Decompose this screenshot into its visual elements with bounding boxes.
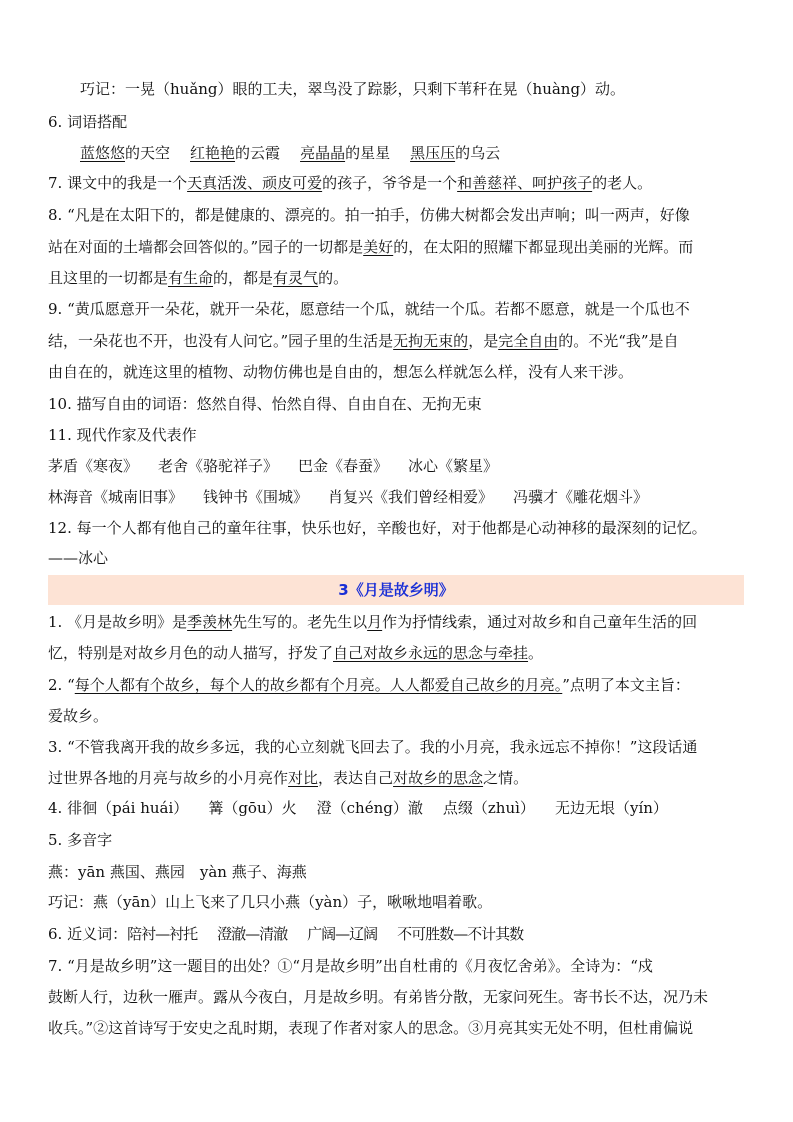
item-8-text-e: 的。 — [318, 269, 349, 287]
s3-item-2-line2: 爱故乡。 — [48, 707, 109, 725]
char-pai: 徘 — [67, 799, 83, 817]
word-pairs — [80, 142, 777, 164]
item-7 — [48, 172, 745, 194]
author-fengjicai: 冯骥才《雕花烟斗》 — [513, 488, 649, 506]
s3-item-1-text-d: 忆，特别是对故乡月色的动人描写，抒发了 — [48, 644, 334, 662]
s3-item-1-text-b: 先生写的。老先生以 — [232, 613, 368, 631]
pinyin-yin: （yín） — [614, 799, 668, 817]
s3-item-1-author: 季羡林 — [187, 613, 233, 631]
s3-item-5-heading: 5. 多音字 — [48, 831, 113, 849]
item-9-line1: 9. “黄瓜愿意开一朵花，就开一朵花，愿意结一个瓜，就结一个瓜。若都不愿意，就是一个瓜也不 — [48, 300, 690, 318]
item-7-underline-a: 天真活泼、顽皮可爱 — [187, 174, 323, 192]
item-12-quote: 12. 每一个人都有他自己的童年往事，快乐也好，辛酸也好，对于他都是心动神移的最深刻的记忆。 — [48, 519, 707, 537]
s3-item-3-underline-a: 对比 — [288, 769, 319, 787]
item-9-line3: 由自在的，就连这里的植物、动物仿佛也是自由的，想怎么样就怎么样，没有人来干涉。 — [48, 363, 634, 381]
item-8-underline-b: 有生命 — [168, 269, 214, 287]
item-7-text-c: 的老人。 — [592, 174, 653, 192]
author-linhaiyin: 林海音《城南旧事》 — [48, 488, 184, 506]
item-9-underline-a: 无拘无束的 — [393, 332, 469, 350]
item-7-text-b: 的孩子，爷爷是一个 — [322, 174, 458, 192]
s3-item-6-label: 6. 近义词： — [48, 925, 128, 943]
author-laoshe: 老舍《骆驼祥子》 — [158, 457, 279, 475]
text-wubianwu: 无边无 — [554, 799, 600, 817]
item-8-text-b: 的，在太阳的照耀下都显现出美丽的光辉。而 — [393, 238, 694, 256]
pinyin-gou: （gōu） — [223, 799, 282, 817]
char-zhui: 缀 — [457, 799, 473, 817]
authors-row-2 — [48, 486, 745, 508]
author-bajin: 巴金《春蚕》 — [298, 457, 389, 475]
item-10: 10. 描写自由的词语：悠然自得、怡然自得、自由自在、无拘无束 — [48, 395, 482, 413]
item-7-text-a: 7. 课文中的我是一个 — [48, 174, 188, 192]
word-liangjingjing: 亮晶晶 — [300, 144, 346, 162]
s3-item-1-line1 — [48, 611, 745, 633]
s3-item-3-underline-b: 对故乡的思念 — [393, 769, 484, 787]
s3-item-4-number: 4. — [48, 799, 63, 817]
item-8-text-a: 站在对面的土墙都会回答似的。”园子的一切都是 — [48, 238, 364, 256]
item-11-heading: 11. 现代作家及代表作 — [48, 426, 197, 444]
s3-item-5-mnemonic: 巧记：燕（yān）山上飞来了几只小燕（yàn）子，啾啾地唱着歌。 — [48, 893, 493, 911]
s3-item-6-synonyms — [48, 923, 745, 945]
item-8-line1: 8. “凡是在太阳下的，都是健康的、漂亮的。拍一拍手，仿佛大树都会发出声响；叫一两声，好像 — [48, 206, 690, 224]
word-lanyouyou: 蓝悠悠 — [80, 144, 126, 162]
mnemonic-huang: 巧记：一晃（huǎng）眼的工夫，翠鸟没了踪影，只剩下苇秆在晃（huàng）动。 — [80, 80, 626, 98]
s3-item-1-moon: 月 — [367, 613, 383, 631]
item-8-underline-a: 美好 — [363, 238, 394, 256]
s3-item-1-text-e: 。 — [528, 644, 544, 662]
word-hongyanyan: 红艳艳 — [190, 144, 236, 162]
s3-item-7-line1: 7. “月是故乡明”这一题目的出处？①“月是故乡明”出自杜甫的《月夜忆舍弟》。全诗为：“戍 — [48, 957, 653, 975]
pinyin-cheng: （chéng） — [331, 799, 408, 817]
author-qianzhongshu: 钱钟书《围城》 — [203, 488, 309, 506]
item-8-line3 — [48, 267, 745, 289]
s3-item-7-line3: 收兵。”②这首诗写于安史之乱时期，表现了作者对家人的思念。③月亮其实无处不明，但杜甫偏说 — [48, 1019, 694, 1037]
s3-item-2-text-a: 2. “ — [48, 676, 75, 694]
synonym-2: 澄澈—清澈 — [217, 925, 288, 943]
s3-item-5-yan: 燕：yān 燕国、燕园 yàn 燕子、海燕 — [48, 863, 307, 881]
s3-item-7-line2: 鼓断人行，边秋一雁声。露从今夜白，月是故乡明。有弟皆分散，无家问死生。寄书长不达，况乃未 — [48, 988, 709, 1006]
s3-item-3-text-c: 之情。 — [483, 769, 529, 787]
item-6-heading: 6. 词语搭配 — [48, 113, 128, 131]
s3-item-1-line2 — [48, 642, 745, 664]
word-xingxing: 的星星 — [345, 144, 391, 162]
item-8-text-c: 且这里的一切都是 — [48, 269, 169, 287]
synonym-4: 不可胜数—不计其数 — [397, 925, 524, 943]
s3-item-2-underline: 每个人都有个故乡，每个人的故乡都有个月亮。人人都爱自己故乡的月亮。 — [74, 676, 563, 694]
s3-item-3-line2 — [48, 767, 745, 789]
s3-item-3-line1: 3. “不管我离开我的故乡多远，我的心立刻就飞回去了。我的小月亮，我永远忘不掉你！”这段话通 — [48, 738, 698, 756]
char-cheng: 澄 — [316, 799, 332, 817]
author-xiaofuxing: 肖复兴《我们曾经相爱》 — [328, 488, 494, 506]
char-huo: 火 — [281, 799, 297, 817]
word-yunxia: 的云霞 — [235, 144, 281, 162]
item-9-underline-b: 完全自由 — [498, 332, 559, 350]
item-8-text-d: 的，都是 — [213, 269, 274, 287]
item-9-text-b: ，是 — [468, 332, 499, 350]
section-title: 3《月是故乡明》 — [338, 581, 454, 599]
word-wuyun: 的乌云 — [455, 144, 501, 162]
char-dian: 点 — [442, 799, 458, 817]
s3-item-4-pinyin — [48, 797, 745, 819]
section-header-bar — [48, 575, 744, 605]
s3-item-2-line1 — [48, 674, 745, 696]
char-gou: 篝 — [208, 799, 224, 817]
item-9-line2 — [48, 330, 745, 352]
item-9-text-c: 的。不光“我”是自 — [558, 332, 679, 350]
item-12-attribution: ——冰心 — [48, 549, 109, 567]
word-tiankong: 的天空 — [125, 144, 171, 162]
author-maodun: 茅盾《寒夜》 — [48, 457, 139, 475]
char-yin: 垠 — [599, 799, 615, 817]
item-8-line2 — [48, 236, 745, 258]
s3-item-3-text-b: ，表达自己 — [318, 769, 394, 787]
pinyin-paihuai: （pái huái） — [97, 799, 189, 817]
s3-item-2-text-b: ”点明了本文主旨： — [562, 676, 690, 694]
synonym-1: 陪衬—衬托 — [127, 925, 198, 943]
authors-row-1 — [48, 455, 745, 477]
pinyin-zhui: （zhuì） — [472, 799, 535, 817]
item-9-text-a: 结，一朵花也不开，也没有人问它。”园子里的生活是 — [48, 332, 394, 350]
word-heiyaya: 黑压压 — [410, 144, 456, 162]
s3-item-1-underline: 自己对故乡永远的思念与牵挂 — [333, 644, 529, 662]
s3-item-1-text-c: 作为抒情线索，通过对故乡和自己童年生活的回 — [382, 613, 698, 631]
item-8-underline-c: 有灵气 — [273, 269, 319, 287]
s3-item-1-text-a: 1. 《月是故乡明》是 — [48, 613, 188, 631]
synonym-3: 广阔—辽阔 — [307, 925, 378, 943]
char-che: 澈 — [407, 799, 423, 817]
item-7-underline-b: 和善慈祥、呵护孩子 — [457, 174, 593, 192]
author-bingxin: 冰心《繁星》 — [408, 457, 499, 475]
s3-item-3-text-a: 过世界各地的月亮与故乡的小月亮作 — [48, 769, 289, 787]
char-huai: 徊 — [82, 799, 98, 817]
